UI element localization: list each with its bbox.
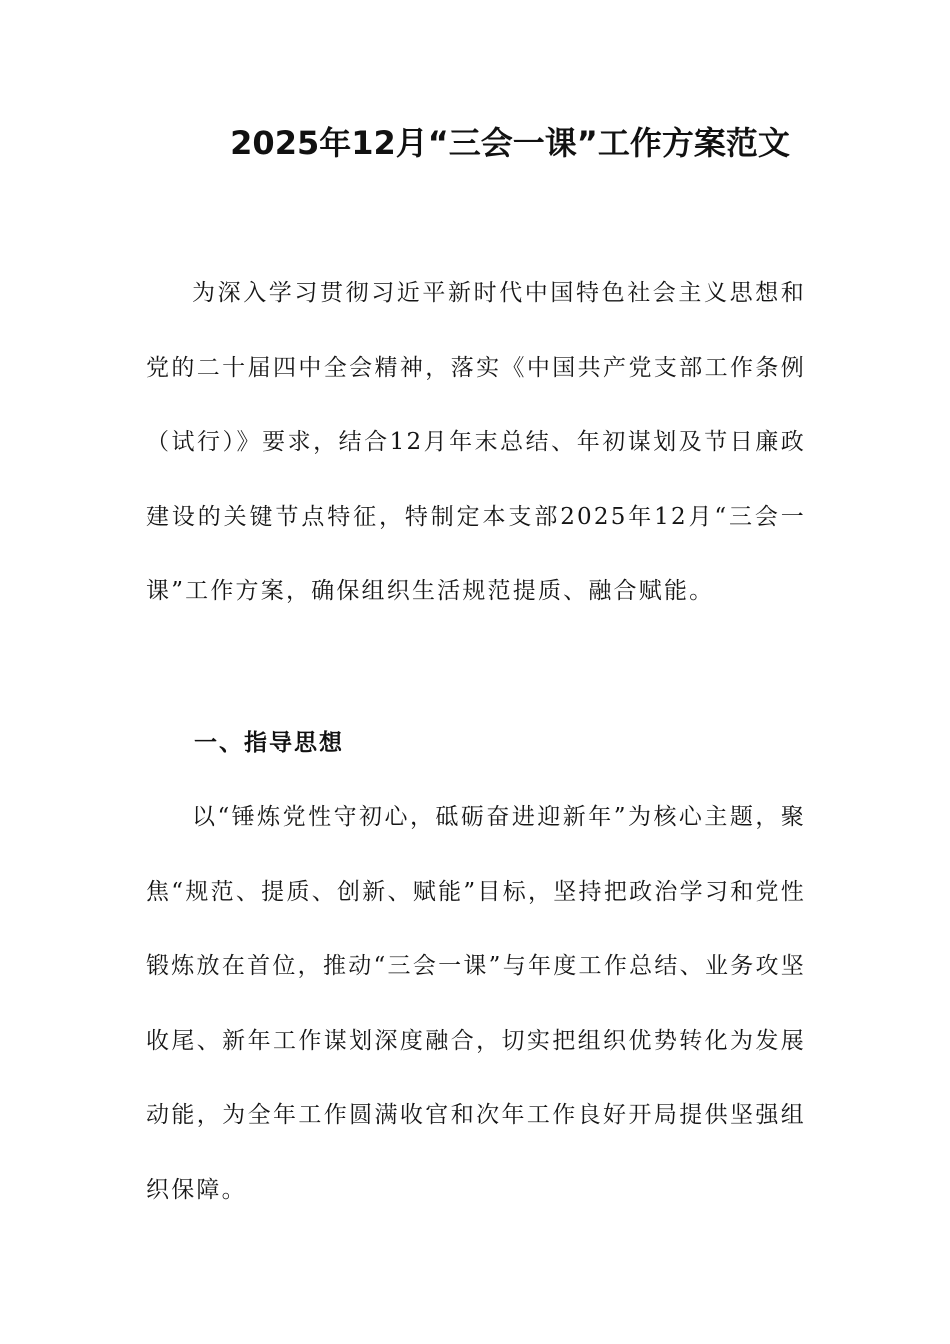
guiding-ideology-paragraph: 以“锤炼党性守初心，砥砺奋进迎新年”为核心主题，聚焦“规范、提质、创新、赋能”目标，坚持把政治学习和党性锻炼放在首位，推动“三会一课”与年度工作总结、业务攻坚收尾、新年工作谋划深度融合，切实把组织优势转化为发展动能，为全年工作圆满收官和次年工作良好开局提供坚强组织保障。 — [146, 804, 806, 1203]
document-title: 2025年12月“三会一课”工作方案范文 — [230, 124, 790, 162]
intro-paragraph: 为深入学习贯彻习近平新时代中国特色社会主义思想和党的二十届四中全会精神，落实《中国共产党支部工作条例（试行）》要求，结合12月年末总结、年初谋划及节日廉政建设的关键节点特征，特制定本支部2025年12月“三会一课”工作方案，确保组织生活规范提质、融合赋能。 — [146, 280, 806, 604]
section-heading-guiding-ideology: 一、指导思想 — [194, 730, 344, 756]
